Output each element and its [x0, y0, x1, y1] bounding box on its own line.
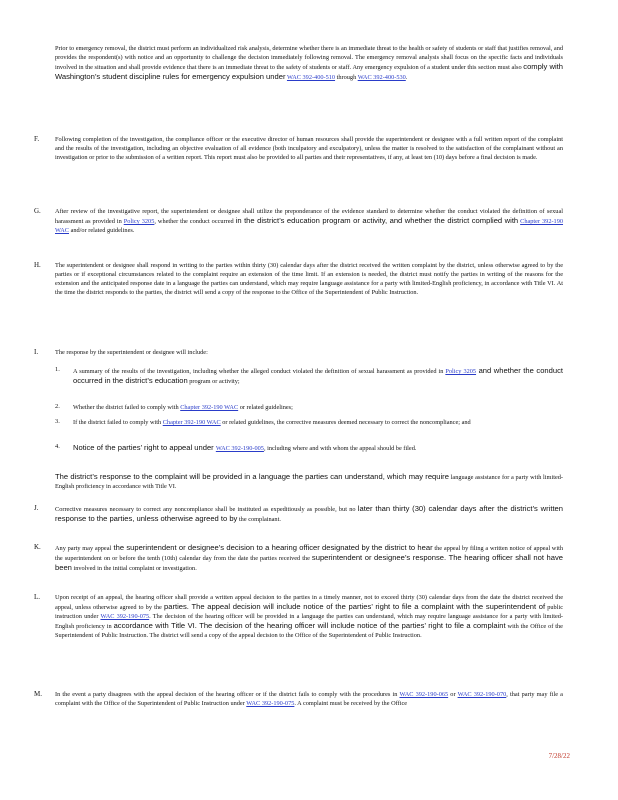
intro-text: Prior to emergency removal, the district must perform an individualized risk analysis, determine whether there is an immediate threat to the health or safety of students or staff that justifies removal, and provides the respondent(s) with notice and an opportunity to challenge the decision immediately following removal. The emergency removal analysis shall focus on the specific facts and individuals involved in the situation and shall provide evidence that there is an immediate threat to the safety of students or staff. Any emergency expulsion of a student under this section must also [55, 45, 563, 72]
i-item-1-emphasis: and whether the conduct occurred in the district’s education [73, 366, 563, 386]
section-g-text2: , whether the conduct occurred [154, 218, 236, 226]
section-l-emphasis2: accordance with Title VI. The decision of the hearing officer will include notice of the parties’ right to file a complaint [113, 621, 506, 631]
section-f-text: Following completion of the investigation, the compliance officer or the executive director of human resources shall provide the superintendent or designee with a full written report of the complaint and the results of the investigation, including an objective evaluation of all evidence (both inculpatory and exculpatory), unless the matter is resolved to the satisfaction of the complainant without an investigation or prior to the submission of a written report. This report must also be provided to all parties and their representatives, if any, at least ten (10) days before a final decision is made. [55, 136, 563, 162]
section-j-label: J. [34, 504, 39, 512]
intro-paragraph [55, 44, 563, 82]
footer-date: 7/28/22 [548, 752, 570, 760]
wac-510-link[interactable]: WAC 392-400-510 [286, 74, 336, 82]
section-l-label: L. [34, 593, 41, 601]
section-g-text1: After review of the investigative report, the superintendent or designee shall utilize the preponderance of the evidence standard to determine whether the conduct violated the definition of sexual harassment as provided in [55, 208, 563, 226]
i-item-2-num: 2. [55, 403, 60, 410]
section-k-label: K. [34, 543, 41, 551]
wac-530-link[interactable]: WAC 392-400-530 [357, 74, 406, 82]
i-item-1-text2: program or activity; [189, 378, 240, 386]
chapter-392-190-link[interactable]: Chapter 392-190 WAC [55, 218, 564, 235]
i-item-4-wac-link[interactable]: WAC 392-190-005 [215, 445, 264, 452]
section-l-text1: Upon receipt of an appeal, the hearing officer shall provide a written appeal decision to the parties in a timely manner, not to exceed thirty (30) calendar days from the date the district received the appeal, unless otherwise agreed to by the [55, 594, 563, 612]
wac-065-link[interactable]: WAC 392-190-065 [399, 691, 449, 698]
i-item-3 [73, 418, 563, 427]
i-item-4-text2: , including where and with whom the appeal should be filed. [263, 445, 417, 452]
section-k-emphasis1: the superintendent or designee’s decision to a hearing officer designated by the district to hear [111, 543, 433, 552]
section-i-closing-emphasis: The district’s response to the complaint will be provided in a language the parties can understand, which may require [55, 472, 449, 481]
section-g-emphasis: in the district’s education program or activity, and whether the district complied with [235, 216, 519, 226]
section-j-paragraph [55, 504, 563, 524]
i-item-3-text1: If the district failed to comply with [73, 419, 163, 426]
wac-075-link[interactable]: WAC 392-190-075 [100, 613, 150, 621]
i-item-1-text1: A summary of the results of the investigation, including whether the alleged conduct violated the definition of sexual harassment as provided in [73, 368, 446, 375]
section-l-text3: . The decision of the hearing officer will be provided in a language the parties can understand, which may require language assistance for a party with limited-English proficiency in [55, 613, 563, 631]
i-item-1 [73, 366, 563, 386]
section-j-text2: the complainant. [238, 516, 281, 524]
section-g-label: G. [34, 207, 41, 215]
section-m-text1: In the event a party disagrees with the appeal decision of the hearing officer or if the district fails to comply with the procedures in [55, 691, 400, 698]
section-k-emphasis2: superintendent or designee’s response. The hearing officer shall not have been [55, 553, 563, 573]
section-j-emphasis: later than thirty (30) calendar days after the district’s written response to the parties, unless otherwise agreed to by [55, 504, 563, 524]
section-m-text2: or [448, 691, 458, 698]
wac-070-link[interactable]: WAC 392-190-070 [457, 691, 507, 698]
i-item-2-chapter-link[interactable]: Chapter 392-190 WAC [180, 404, 239, 411]
i-item-3-text2: or related guidelines, the corrective measures deemed necessary to correct the noncompliance; and [220, 419, 471, 426]
i-item-1-policy-link[interactable]: Policy 3205 [445, 368, 477, 375]
intro-end: . [405, 74, 408, 82]
section-l-paragraph [55, 593, 563, 640]
section-m-paragraph [55, 690, 563, 708]
section-l-text2: public instruction under [55, 604, 563, 621]
i-item-2-text2: or related guidelines; [238, 404, 293, 411]
section-i-closing [55, 472, 563, 491]
section-f-label: F. [34, 135, 40, 143]
section-k-text3: involved in the initial complaint or investigation. [73, 565, 197, 573]
section-h-label: H. [34, 261, 41, 269]
section-m-text3: , that party may file a complaint with the Office of the Superintendent of Public Instruction under [55, 691, 563, 708]
policy-3205-link[interactable]: Policy 3205 [123, 218, 155, 226]
section-i-intro: The response by the superintendent or designee will include: [55, 349, 208, 356]
intro-through: through [335, 74, 358, 82]
section-m-text4: . A complaint must be received by the Office [294, 700, 408, 708]
intro-emphasis: comply with Washington’s student discipline rules for emergency expulsion under [55, 62, 563, 82]
i-item-2 [73, 403, 563, 412]
i-item-1-num: 1. [55, 366, 60, 373]
i-item-3-chapter-link[interactable]: Chapter 392-190 WAC [162, 419, 221, 426]
i-item-3-num: 3. [55, 418, 60, 425]
section-g-text3: and/or related guidelines. [69, 227, 135, 235]
i-item-2-text1: Whether the district failed to comply with [73, 404, 181, 411]
section-j-text: Corrective measures necessary to correct any noncompliance shall be instituted as expeditiously as possible, but no [55, 506, 356, 513]
section-l-text4: with the Office of the Superintendent of Public Instruction. The district will send a copy of the appeal decision to the Office of the Superintendent of Public Instruction. [55, 623, 563, 640]
section-m-label: M. [34, 690, 42, 698]
i-item-4-num: 4. [55, 443, 60, 450]
i-item-4-emphasis: Notice of the parties’ right to appeal under [73, 443, 216, 452]
section-k-paragraph [55, 543, 563, 573]
section-i-label: I. [34, 348, 39, 356]
section-g-paragraph [55, 207, 563, 235]
section-l-emphasis1: parties. The appeal decision will include notice of the parties’ right to file a complaint with the superintendent of [164, 602, 546, 612]
section-h-text: The superintendent or designee shall respond in writing to the parties within thirty (30) calendar days after the district received the written complaint by the district, unless otherwise agreed to by the parties or if exceptional circumstances related to the complaint require an extension of the time limit. If an extension is needed, the district must notify the parties in writing of the reasons for the extension and the anticipated response date in a language the parties can understand, which may require language assistance for a party with limited-English proficiency, in accordance with Title VI. At the time the district responds to the parties, the district will send a copy of the response to the Office of the Superintendent of Public Instruction. [55, 262, 563, 297]
section-k-text2: the appeal by filing a written notice of appeal with the superintendent on or before the tenth (10th) calendar day from the date the parties received the [55, 545, 564, 563]
i-item-4 [73, 443, 563, 453]
section-k-text1: Any party may appeal [55, 545, 112, 552]
section-i-closing-text: language assistance for a party with limited-English proficiency in accordance with Title VI. [55, 474, 563, 491]
wac-075-link-m[interactable]: WAC 392-190-075 [246, 700, 295, 708]
